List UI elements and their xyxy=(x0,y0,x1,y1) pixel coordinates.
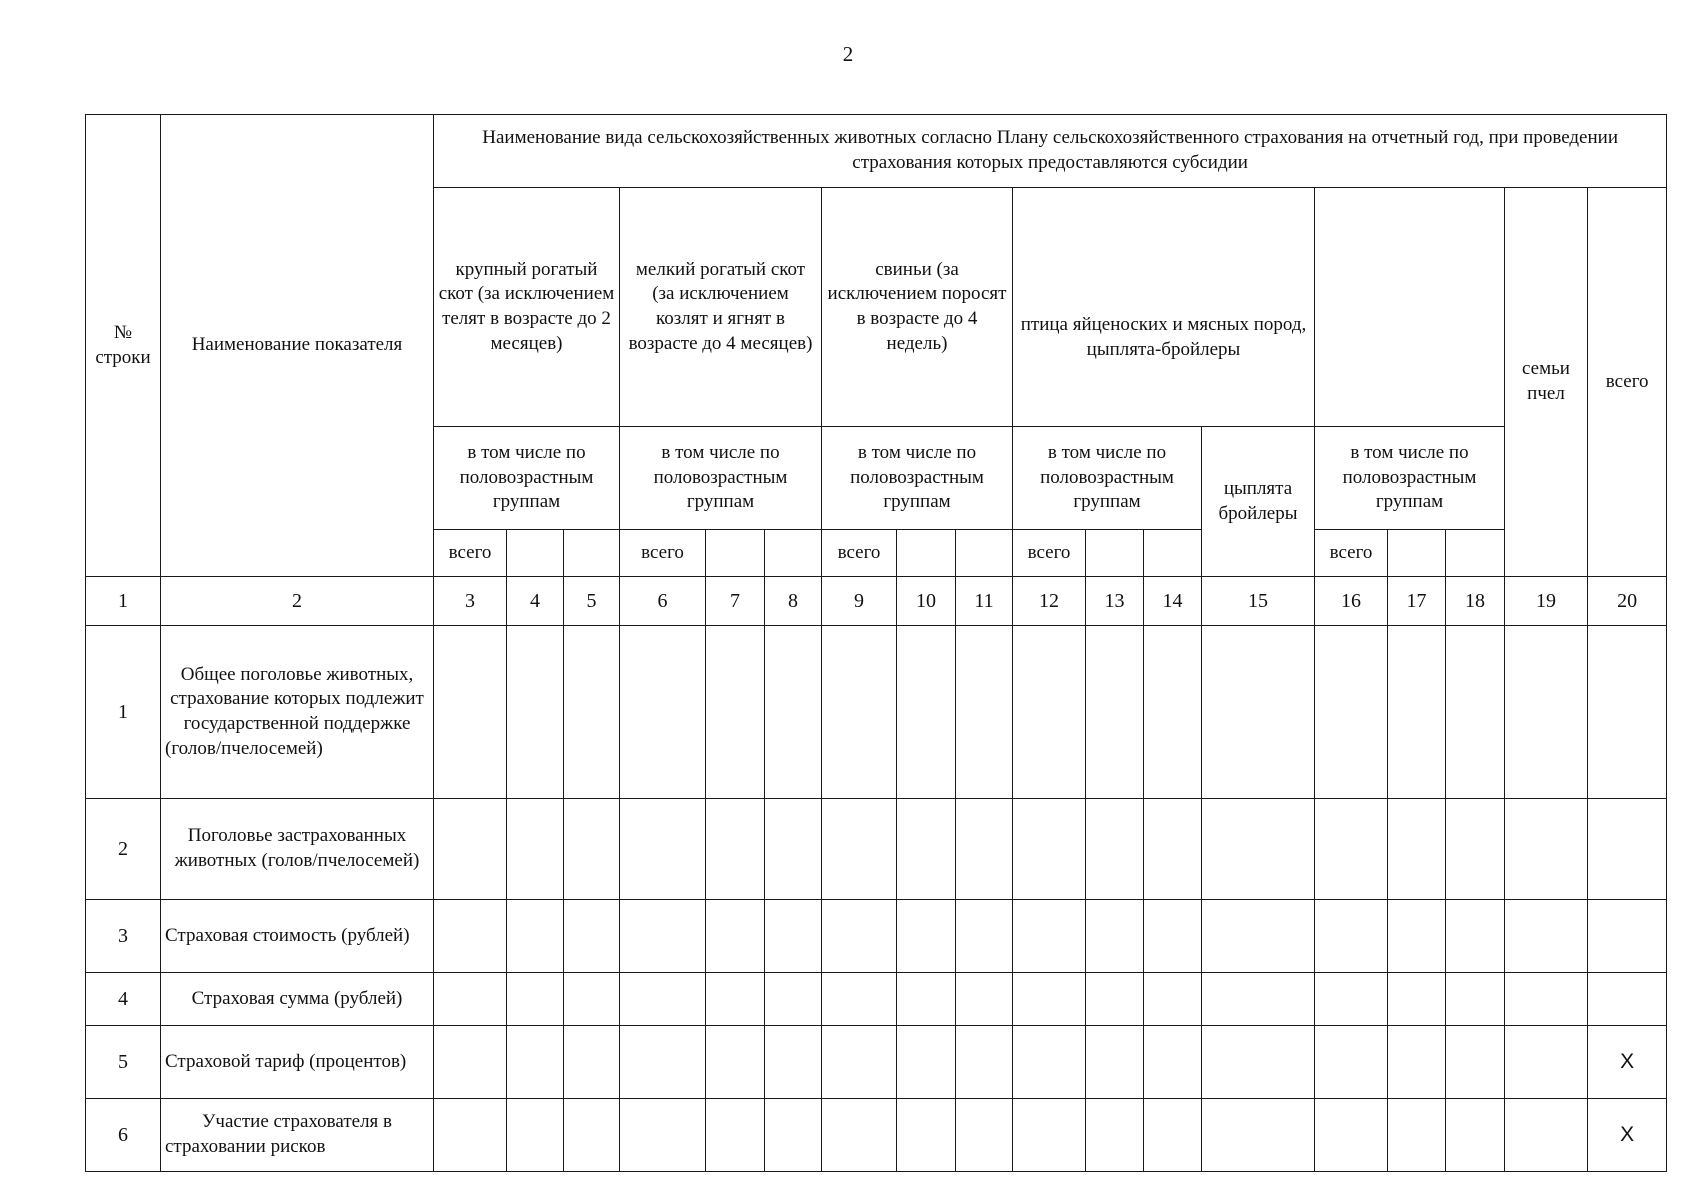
header-other-subgroups: в том числе по половозрастным группам xyxy=(1315,427,1505,530)
data-cell xyxy=(1013,626,1086,799)
column-index: 17 xyxy=(1388,577,1446,626)
header-poultry: птица яйценоских и мясных пород, цыплята-бройлеры xyxy=(1013,188,1315,427)
table-row xyxy=(86,973,1667,1026)
data-cell xyxy=(1388,1026,1446,1099)
column-index: 12 xyxy=(1013,577,1086,626)
data-cell xyxy=(620,1026,706,1099)
data-cell xyxy=(507,799,564,900)
column-index: 15 xyxy=(1202,577,1315,626)
data-cell xyxy=(897,1026,956,1099)
data-cell xyxy=(1013,900,1086,973)
header-col-total: всего xyxy=(620,530,706,577)
data-cell xyxy=(564,900,620,973)
data-cell xyxy=(434,900,507,973)
data-cell xyxy=(1315,900,1388,973)
data-cell xyxy=(1086,973,1144,1026)
data-cell xyxy=(1013,1099,1086,1172)
data-cell xyxy=(1315,799,1388,900)
column-index: 5 xyxy=(564,577,620,626)
data-cell xyxy=(1202,1099,1315,1172)
header-col-blank xyxy=(956,530,1013,577)
total-cell-x-mark: X xyxy=(1588,1026,1667,1099)
page-number: 2 xyxy=(842,42,854,66)
data-cell xyxy=(822,900,897,973)
row-number: 5 xyxy=(86,1026,161,1099)
data-cell xyxy=(1086,626,1144,799)
column-index: 6 xyxy=(620,577,706,626)
header-indicator-name: Наименование показателя xyxy=(161,115,434,577)
data-cell xyxy=(1144,1026,1202,1099)
data-cell xyxy=(564,626,620,799)
data-cell xyxy=(956,626,1013,799)
data-cell xyxy=(507,1026,564,1099)
table-row xyxy=(86,1099,1667,1172)
data-cell xyxy=(620,973,706,1026)
header-broilers: цыплята бройлеры xyxy=(1202,427,1315,577)
data-cell xyxy=(1505,973,1588,1026)
data-cell xyxy=(620,900,706,973)
data-cell xyxy=(1388,626,1446,799)
header-pigs-subgroups: в том числе по половозрастным группам xyxy=(822,427,1013,530)
data-cell xyxy=(564,1026,620,1099)
data-cell xyxy=(706,626,765,799)
data-cell xyxy=(765,799,822,900)
data-cell xyxy=(706,1099,765,1172)
data-cell xyxy=(822,1026,897,1099)
data-cell xyxy=(706,799,765,900)
column-index: 9 xyxy=(822,577,897,626)
data-cell xyxy=(1505,900,1588,973)
data-cell xyxy=(706,973,765,1026)
row-indicator-name: Участие страхователя в страховании рисков xyxy=(161,1099,434,1172)
data-cell xyxy=(956,973,1013,1026)
header-bees: семьи пчел xyxy=(1505,188,1588,577)
data-cell xyxy=(706,1026,765,1099)
column-index: 11 xyxy=(956,577,1013,626)
data-cell xyxy=(564,973,620,1026)
header-col-total: всего xyxy=(1013,530,1086,577)
header-total: всего xyxy=(1588,188,1667,577)
data-cell xyxy=(956,900,1013,973)
data-cell xyxy=(1315,1026,1388,1099)
column-index: 18 xyxy=(1446,577,1505,626)
data-cell xyxy=(706,900,765,973)
header-col-total: всего xyxy=(434,530,507,577)
header-col-total: всего xyxy=(1315,530,1388,577)
data-cell xyxy=(1144,900,1202,973)
data-cell xyxy=(1144,626,1202,799)
column-index: 4 xyxy=(507,577,564,626)
data-cell xyxy=(564,799,620,900)
data-cell xyxy=(620,799,706,900)
data-cell xyxy=(1202,799,1315,900)
data-cell xyxy=(1086,900,1144,973)
data-cell xyxy=(897,973,956,1026)
data-cell xyxy=(1446,626,1505,799)
row-number: 2 xyxy=(86,799,161,900)
data-cell xyxy=(434,973,507,1026)
header-col-blank xyxy=(1144,530,1202,577)
data-cell xyxy=(822,799,897,900)
row-indicator-name: Общее поголовье животных, страхование которых подлежит государственной поддержке (голов/пчелосемей) xyxy=(161,626,434,799)
data-cell xyxy=(956,1026,1013,1099)
data-cell xyxy=(434,799,507,900)
data-cell xyxy=(1388,799,1446,900)
data-cell xyxy=(765,1099,822,1172)
column-index: 2 xyxy=(161,577,434,626)
data-cell xyxy=(1086,799,1144,900)
data-cell xyxy=(765,626,822,799)
data-cell xyxy=(1144,973,1202,1026)
header-animal-group-title: Наименование вида сельскохозяйственных животных согласно Плану сельскохозяйственного страхования на отчетный год, при проведении страхования которых предоставляются субсидии xyxy=(434,115,1667,188)
data-cell xyxy=(434,626,507,799)
column-index: 8 xyxy=(765,577,822,626)
data-cell xyxy=(1505,626,1588,799)
data-cell xyxy=(897,799,956,900)
data-cell xyxy=(1505,1099,1588,1172)
data-cell xyxy=(956,1099,1013,1172)
header-col-blank xyxy=(1086,530,1144,577)
data-cell xyxy=(822,626,897,799)
header-cattle: крупный рогатый скот (за исключением телят в возрасте до 2 месяцев) xyxy=(434,188,620,427)
row-number: 1 xyxy=(86,626,161,799)
column-index: 19 xyxy=(1505,577,1588,626)
subsidy-report-table xyxy=(85,114,1667,1172)
data-cell xyxy=(1013,973,1086,1026)
data-cell xyxy=(620,1099,706,1172)
data-cell xyxy=(620,626,706,799)
data-cell xyxy=(1505,1026,1588,1099)
table-row xyxy=(86,626,1667,799)
header-col-total: всего xyxy=(822,530,897,577)
header-small-cattle: мелкий рогатый скот (за исключением козлят и ягнят в возрасте до 4 месяцев) xyxy=(620,188,822,427)
data-cell xyxy=(1446,1099,1505,1172)
data-cell xyxy=(822,973,897,1026)
total-cell xyxy=(1588,900,1667,973)
data-cell xyxy=(1086,1026,1144,1099)
data-cell xyxy=(1315,1099,1388,1172)
total-cell xyxy=(1588,799,1667,900)
data-cell xyxy=(1388,900,1446,973)
data-cell xyxy=(1388,1099,1446,1172)
header-other-animals xyxy=(1315,188,1505,427)
row-number: 3 xyxy=(86,900,161,973)
header-col-blank xyxy=(1388,530,1446,577)
data-cell xyxy=(1446,1026,1505,1099)
data-cell xyxy=(1505,799,1588,900)
data-cell xyxy=(434,1026,507,1099)
data-cell xyxy=(564,1099,620,1172)
data-cell xyxy=(897,626,956,799)
header-col-blank xyxy=(765,530,822,577)
column-index: 20 xyxy=(1588,577,1667,626)
data-cell xyxy=(1086,1099,1144,1172)
row-number: 4 xyxy=(86,973,161,1026)
header-row-group xyxy=(86,115,1667,188)
column-index-row xyxy=(86,577,1667,626)
data-cell xyxy=(1202,626,1315,799)
data-cell xyxy=(1446,973,1505,1026)
column-index: 14 xyxy=(1144,577,1202,626)
data-cell xyxy=(434,1099,507,1172)
total-cell-x-mark: X xyxy=(1588,1099,1667,1172)
data-cell xyxy=(1315,973,1388,1026)
header-poultry-subgroups: в том числе по половозрастным группам xyxy=(1013,427,1202,530)
data-cell xyxy=(1144,799,1202,900)
data-cell xyxy=(1202,973,1315,1026)
header-col-blank xyxy=(507,530,564,577)
table-row xyxy=(86,1026,1667,1099)
row-indicator-name: Страховой тариф (процентов) xyxy=(161,1026,434,1099)
total-cell xyxy=(1588,973,1667,1026)
data-cell xyxy=(1315,626,1388,799)
data-cell xyxy=(1446,799,1505,900)
header-col-blank xyxy=(897,530,956,577)
column-index: 13 xyxy=(1086,577,1144,626)
row-indicator-name: Поголовье застрахованных животных (голов/пчелосемей) xyxy=(161,799,434,900)
table-row xyxy=(86,799,1667,900)
data-cell xyxy=(507,900,564,973)
data-cell xyxy=(1144,1099,1202,1172)
header-row-no: № строки xyxy=(86,115,161,577)
column-index: 3 xyxy=(434,577,507,626)
column-index: 16 xyxy=(1315,577,1388,626)
data-cell xyxy=(1013,799,1086,900)
data-cell xyxy=(1388,973,1446,1026)
data-cell xyxy=(507,973,564,1026)
header-pigs: свиньи (за исключением поросят в возрасте до 4 недель) xyxy=(822,188,1013,427)
data-cell xyxy=(897,900,956,973)
data-cell xyxy=(1202,900,1315,973)
header-col-blank xyxy=(706,530,765,577)
row-indicator-name: Страховая стоимость (рублей) xyxy=(161,900,434,973)
header-col-blank xyxy=(564,530,620,577)
column-index: 7 xyxy=(706,577,765,626)
data-cell xyxy=(765,973,822,1026)
row-number: 6 xyxy=(86,1099,161,1172)
data-cell xyxy=(1446,900,1505,973)
data-cell xyxy=(765,1026,822,1099)
header-col-blank xyxy=(1446,530,1505,577)
table-row xyxy=(86,900,1667,973)
column-index: 10 xyxy=(897,577,956,626)
row-indicator-name: Страховая сумма (рублей) xyxy=(161,973,434,1026)
header-cattle-subgroups: в том числе по половозрастным группам xyxy=(434,427,620,530)
data-cell xyxy=(1202,1026,1315,1099)
data-cell xyxy=(822,1099,897,1172)
data-cell xyxy=(897,1099,956,1172)
header-small-cattle-subgroups: в том числе по половозрастным группам xyxy=(620,427,822,530)
data-cell xyxy=(507,1099,564,1172)
column-index: 1 xyxy=(86,577,161,626)
data-cell xyxy=(765,900,822,973)
data-cell xyxy=(956,799,1013,900)
data-cell xyxy=(1013,1026,1086,1099)
total-cell xyxy=(1588,626,1667,799)
data-cell xyxy=(507,626,564,799)
